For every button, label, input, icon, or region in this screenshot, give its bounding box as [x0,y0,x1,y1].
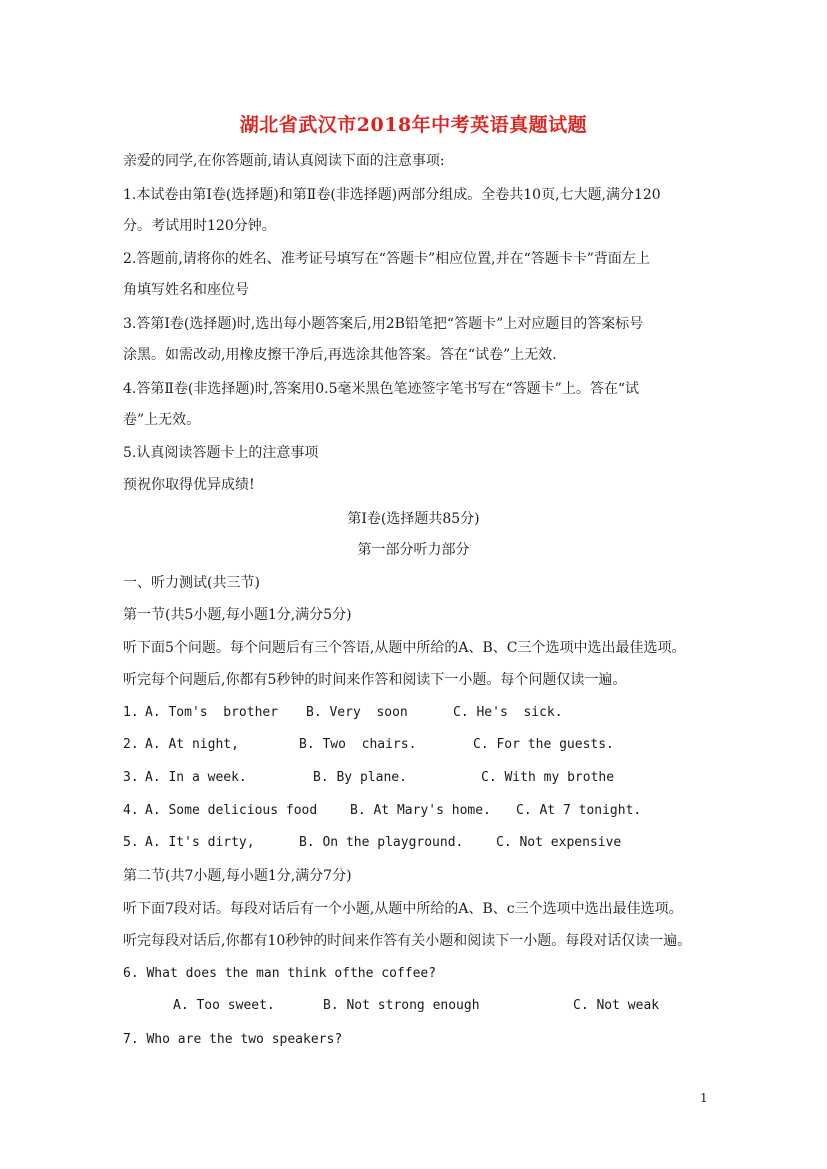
option-c: C. For the guests. [473,737,614,752]
section-heading: 一、听力测试(共三节) [123,575,260,591]
question-row [123,705,723,723]
option-a: A. It's dirty, [145,835,255,850]
option-b: B. Not strong enough [323,998,480,1013]
option-b: B. At Mary's home. [350,803,491,818]
option-c: C. Not weak [573,998,660,1013]
note-line: 4.答第Ⅱ卷(非选择题)时,答案用0.5毫米黑色笔迹签字笔书写在“答题卡”上。答在“试 [123,381,639,397]
option-a: A. Some delicious food [145,803,318,818]
question-row [123,835,723,853]
option-c: C. At 7 tonight. [516,803,642,818]
page-number: 1 [700,1091,708,1105]
option-a: A. In a week. [145,770,247,785]
question-number: 3. [123,770,139,785]
question-row [123,803,723,821]
option-b: B. By plane. [313,770,407,785]
question-row [123,998,723,1016]
question-number: 5. [123,835,139,850]
option-c: C. With my brothe [481,770,615,785]
note-line: 角填写姓名和座位号 [123,282,249,298]
option-c: C. He's sick. [453,705,563,720]
option-a: A. At night, [145,737,239,752]
option-a: A. Tom's brother [145,705,279,720]
sec2-instruction: 听下面7段对话。每段对话后有一个小题,从题中所给的A、B、c三个选项中选出最佳选项。 [123,901,683,917]
sec2-instruction: 听完每段对话后,你都有10秒钟的时间来作答有关小题和阅读下一小题。每段对话仅读一遍。 [123,933,692,949]
volume-heading: 第Ⅰ卷(选择题共85分) [347,511,480,527]
note-line: 预祝你取得优异成绩! [123,477,255,493]
sec1-instruction: 听完每个问题后,你都有5秒钟的时间来作答和阅读下一小题。每个问题仅读一遍。 [123,672,627,688]
question-stem: 7. Who are the two speakers? [123,1032,343,1047]
question-number: 4. [123,803,139,818]
question-stem: 6. What does the man think ofthe coffee? [123,966,437,981]
question-number: 2. [123,737,139,752]
question-number: 1. [123,705,139,720]
note-line: 涂黑。如需改动,用橡皮擦干净后,再选涂其他答案。答在“试卷”上无效. [123,347,557,363]
note-line: 分。考试用时120分钟。 [123,218,276,234]
option-b: B. Very soon [306,705,408,720]
document-title: 湖北省武汉市2018年中考英语真题试题 [239,114,588,136]
note-line: 3.答第Ⅰ卷(选择题)时,选出每小题答案后,用2B铅笔把“答题卡”上对应题目的答案标号 [123,316,644,332]
question-row [123,737,723,755]
question-row [123,770,723,788]
sec2-heading: 第二节(共7小题,每小题1分,满分7分) [123,868,352,884]
intro-text: 亲爱的同学,在你答题前,请认真阅读下面的注意事项: [123,153,445,169]
option-a: A. Too sweet. [173,998,275,1013]
note-line: 2.答题前,请将你的姓名、准考证号填写在“答题卡”相应位置,并在“答题卡卡”背面左上 [123,251,650,267]
option-b: B. Two chairs. [299,737,417,752]
sec1-heading: 第一节(共5小题,每小题1分,满分5分) [123,607,352,623]
note-line: 卷”上无效。 [123,412,201,428]
option-b: B. On the playground. [299,835,464,850]
note-line: 1.本试卷由第Ⅰ卷(选择题)和第Ⅱ卷(非选择题)两部分组成。全卷共10页,七大题,满分120 [123,187,661,203]
part-heading: 第一部分听力部分 [357,542,470,558]
note-line: 5.认真阅读答题卡上的注意事项 [123,445,319,461]
option-c: C. Not expensive [496,835,622,850]
sec1-instruction: 听下面5个问题。每个问题后有三个答语,从题中所给的A、B、C三个选项中选出最佳选项。 [123,640,686,656]
